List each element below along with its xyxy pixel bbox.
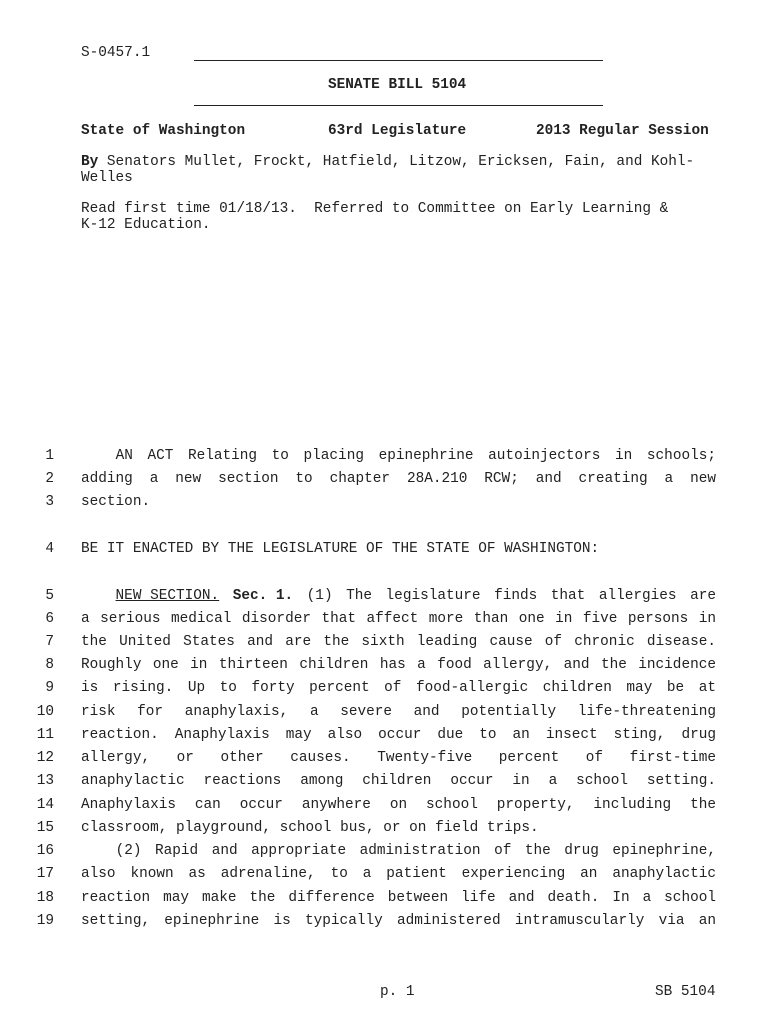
body-line: [81, 820, 716, 838]
word: also: [327, 727, 363, 743]
word: in: [698, 611, 716, 627]
body-line: [81, 913, 716, 931]
word: disorder: [241, 611, 311, 627]
line-number: 5: [45, 588, 54, 604]
line-text: BE IT ENACTED BY THE LEGISLATURE OF THE STATE OF WASHINGTON:: [81, 541, 600, 557]
body-line: [81, 680, 716, 698]
word: occur: [378, 727, 422, 743]
word: an: [580, 866, 598, 882]
word: that: [321, 611, 356, 627]
word: and: [563, 657, 590, 673]
header-rule-bottom: [194, 105, 603, 106]
word: severe: [340, 704, 393, 720]
word: creating: [578, 471, 648, 487]
word: leading: [416, 634, 478, 650]
word: the: [81, 634, 107, 650]
word: for: [137, 704, 164, 720]
word: persons: [627, 611, 689, 627]
word: adrenaline,: [220, 866, 316, 882]
word: allergy,: [483, 657, 553, 673]
word: due: [437, 727, 464, 743]
word: affect: [366, 611, 419, 627]
body-line: [81, 843, 716, 861]
word: reaction: [81, 890, 151, 906]
line-number: 10: [36, 704, 54, 720]
word: The: [346, 588, 373, 604]
word: States: [183, 634, 235, 650]
body-line: [81, 448, 716, 466]
word: to: [479, 727, 497, 743]
word: and: [508, 890, 535, 906]
word: incidence: [638, 657, 716, 673]
word: among: [300, 773, 344, 789]
word: to: [219, 680, 237, 696]
word: anaphylactic: [81, 773, 185, 789]
word: and: [211, 843, 238, 859]
session-label: 2013 Regular Session: [536, 123, 709, 139]
body-line: [81, 773, 716, 791]
body-line: [81, 541, 716, 559]
body-line: [81, 634, 716, 652]
body-line: [81, 750, 716, 768]
word: drug: [564, 843, 599, 859]
word: a: [149, 471, 159, 487]
word: is: [273, 913, 291, 929]
word: the: [690, 797, 716, 813]
body-line: [81, 494, 716, 512]
word: be: [666, 680, 685, 696]
word: administered: [396, 913, 501, 929]
word: at: [698, 680, 716, 696]
document-code: S-0457.1: [81, 45, 151, 61]
body-line: [81, 657, 716, 675]
word: allergies: [598, 588, 677, 604]
state-label: State of Washington: [81, 123, 246, 139]
word: cause: [489, 634, 533, 650]
word: has: [379, 657, 406, 673]
word: between: [387, 890, 449, 906]
sponsors-text: Senators Mullet, Frockt, Hatfield, Litzow, Ericksen, Fain, and Kohl-: [98, 154, 695, 170]
word: adding: [81, 471, 133, 487]
new-section-label: NEW SECTION.: [115, 588, 220, 604]
line-number: 13: [36, 773, 54, 789]
word: other: [220, 750, 264, 766]
word: can: [194, 797, 221, 813]
word: causes.: [290, 750, 351, 766]
word: Relating: [187, 448, 258, 464]
word: an: [512, 727, 530, 743]
word: RCW;: [484, 471, 519, 487]
page-number: p. 1: [380, 984, 415, 1000]
line-number: 4: [45, 541, 54, 557]
word: first-time: [629, 750, 716, 766]
word: drug: [681, 727, 716, 743]
word: of: [494, 843, 512, 859]
body-line: [81, 727, 716, 745]
word: Rapid: [154, 843, 199, 859]
word: (2): [115, 843, 142, 859]
word: the: [249, 890, 276, 906]
word: in: [190, 657, 208, 673]
line-number: 12: [36, 750, 54, 766]
word: epinephrine: [164, 913, 260, 929]
word: on: [389, 797, 408, 813]
word: difference: [288, 890, 375, 906]
word: property,: [496, 797, 575, 813]
word: autoinjectors: [488, 448, 601, 464]
word: legislature: [385, 588, 481, 604]
word: (1): [306, 588, 333, 604]
word: epinephrine: [378, 448, 474, 464]
word: known: [130, 866, 174, 882]
word: or: [176, 750, 194, 766]
word: finds: [494, 588, 538, 604]
word: of: [585, 750, 604, 766]
word: occur: [239, 797, 283, 813]
word: more: [428, 611, 464, 627]
line-number: 18: [36, 890, 54, 906]
line-number: 3: [45, 494, 54, 510]
word: ACT: [147, 448, 174, 464]
line-number: 2: [45, 471, 54, 487]
word: administration: [359, 843, 481, 859]
line-text: section.: [81, 494, 151, 510]
word: disease.: [646, 634, 716, 650]
word: via: [658, 913, 685, 929]
header-rule-top: [194, 60, 603, 61]
line-number: 6: [45, 611, 54, 627]
read-first-line-1: Read first time 01/18/13. Referred to Committee on Early Learning &: [81, 201, 669, 217]
word: a: [642, 890, 652, 906]
body-line: [81, 704, 716, 722]
word: and: [247, 634, 274, 650]
word: percent: [498, 750, 560, 766]
word: a: [362, 866, 372, 882]
word: chronic: [574, 634, 635, 650]
word: the: [600, 657, 627, 673]
word: typically: [305, 913, 383, 929]
word: school: [576, 773, 628, 789]
word: make: [201, 890, 237, 906]
word: is: [81, 680, 99, 696]
sponsors-line-1: [81, 154, 694, 170]
line-number: 8: [45, 657, 54, 673]
line-number: 1: [45, 448, 54, 464]
section-number: Sec. 1.: [232, 588, 294, 604]
word: one: [152, 657, 179, 673]
legislature-label: 63rd Legislature: [328, 123, 467, 139]
word: rising.: [112, 680, 174, 696]
word: a: [309, 704, 319, 720]
line-number: 19: [36, 913, 54, 929]
by-label: By: [81, 154, 99, 170]
bill-title: SENATE BILL 5104: [328, 77, 467, 93]
word: of: [544, 634, 563, 650]
word: patient: [386, 866, 447, 882]
word: setting,: [81, 913, 151, 929]
word: including: [593, 797, 672, 813]
word: potentially: [461, 704, 557, 720]
word: in: [512, 773, 530, 789]
word: an: [698, 913, 716, 929]
word: children: [542, 680, 612, 696]
word: are: [690, 588, 716, 604]
word: to: [330, 866, 348, 882]
word: United: [119, 634, 171, 650]
word: section: [218, 471, 279, 487]
word: reaction.: [81, 727, 159, 743]
word: new: [690, 471, 716, 487]
word: of: [384, 680, 402, 696]
word: AN: [115, 448, 133, 464]
word: that: [550, 588, 586, 604]
word: a: [417, 657, 426, 673]
body-line: [81, 797, 716, 815]
word: school: [426, 797, 478, 813]
word: percent: [309, 680, 370, 696]
line-number: 16: [36, 843, 54, 859]
word: to: [295, 471, 313, 487]
word: sixth: [361, 634, 405, 650]
word: in: [555, 611, 573, 627]
word: risk: [81, 704, 116, 720]
word: are: [285, 634, 312, 650]
word: a: [548, 773, 558, 789]
line-number: 7: [45, 634, 54, 650]
body-line: [81, 588, 716, 606]
word: new: [175, 471, 202, 487]
word: food: [437, 657, 472, 673]
word: Roughly: [81, 657, 142, 673]
word: than: [473, 611, 509, 627]
word: a: [664, 471, 674, 487]
word: medical: [170, 611, 232, 627]
sponsors-line-2: Welles: [81, 170, 133, 186]
line-number: 17: [36, 866, 54, 882]
word: Twenty-five: [377, 750, 473, 766]
word: anaphylactic: [612, 866, 716, 882]
word: may: [285, 727, 312, 743]
word: setting.: [646, 773, 716, 789]
word: reactions: [203, 773, 282, 789]
word: epinephrine,: [612, 843, 716, 859]
word: death.: [547, 890, 600, 906]
word: serious: [100, 611, 161, 627]
word: school: [664, 890, 716, 906]
word: may: [626, 680, 653, 696]
word: In: [612, 890, 630, 906]
word: in: [615, 448, 633, 464]
word: placing: [303, 448, 364, 464]
word: Anaphylaxis: [81, 797, 176, 813]
word: appropriate: [251, 843, 347, 859]
word: experiencing: [461, 866, 566, 882]
word: insect: [545, 727, 598, 743]
line-number: 9: [45, 680, 54, 696]
line-number: 14: [36, 797, 54, 813]
word: one: [518, 611, 545, 627]
word: the: [524, 843, 551, 859]
line-number: 15: [36, 820, 54, 836]
word: anywhere: [301, 797, 371, 813]
word: children: [299, 657, 369, 673]
word: thirteen: [218, 657, 288, 673]
line-number: 11: [36, 727, 54, 743]
word: the: [323, 634, 350, 650]
word: life-threatening: [577, 704, 716, 720]
footer-bill-code: SB 5104: [655, 984, 716, 1000]
read-first-line-2: K-12 Education.: [81, 217, 211, 233]
word: life: [461, 890, 496, 906]
word: sting,: [613, 727, 666, 743]
word: anaphylaxis,: [184, 704, 289, 720]
word: and: [413, 704, 440, 720]
body-line: [81, 866, 716, 884]
word: a: [81, 611, 90, 627]
body-line: [81, 471, 716, 489]
word: also: [81, 866, 116, 882]
word: Anaphylaxis: [174, 727, 270, 743]
word: may: [163, 890, 189, 906]
word: Up: [187, 680, 206, 696]
word: 28A.210: [406, 471, 468, 487]
line-text: classroom, playground, school bus, or on field trips.: [81, 820, 539, 836]
word: five: [582, 611, 618, 627]
word: forty: [251, 680, 295, 696]
body-line: [81, 611, 716, 629]
word: intramuscularly: [514, 913, 645, 929]
word: to: [271, 448, 289, 464]
word: occur: [450, 773, 494, 789]
word: chapter: [329, 471, 391, 487]
word: as: [188, 866, 206, 882]
word: schools;: [646, 448, 716, 464]
word: allergy,: [81, 750, 151, 766]
body-line: [81, 890, 716, 908]
word: food-allergic: [415, 680, 529, 696]
word: children: [362, 773, 432, 789]
word: and: [535, 471, 562, 487]
